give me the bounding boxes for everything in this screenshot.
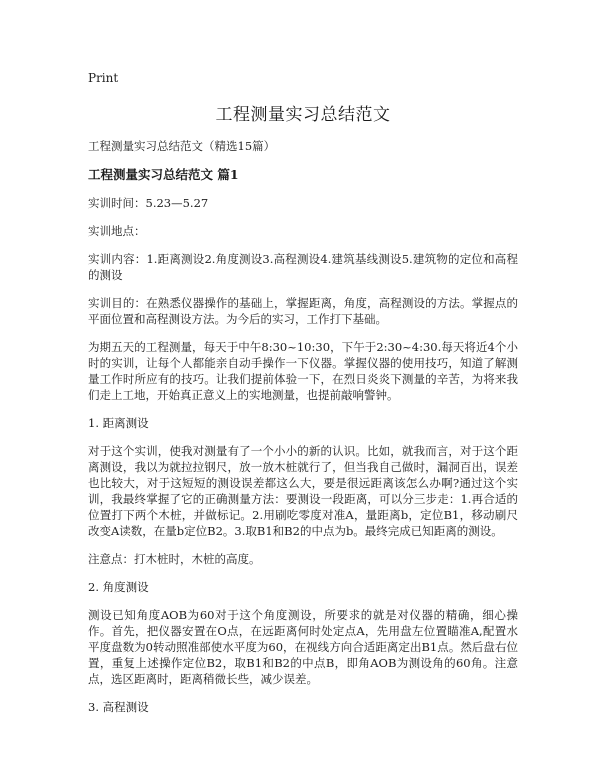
section-body-angle: 测设已知角度AOB为60对于这个角度测设，所要求的就是对仪器的精确，细心操作。首先，把仪器安置在O点，在远距离何时处定点A，先用盘左位置瞄准A,配置水平度盘数为0转动照准部使水平度为60，在视线方向合适距离定出B1点。然后盘右位置，重复上述操作定位B2，取B1和B2的中点B，即角AOB为测设角的60角。注意点，选区距离时，距离稍微长些，减少误差。 (88, 608, 518, 686)
section-body-distance: 对于这个实训，使我对测量有了一个小小的新的认识。比如，就我而言，对于这个距离测设，我以为就拉拉钢尺，放一放木桩就行了，但当我自己做时，漏洞百出，误差也比较大，对于这短短的测设误差都这么大，要是很远距离该怎么办啊?通过这个实训，我最终掌握了它的正确测量方法：要测设一段距离，可以分三步走：1.再合适的位置打下两个木桩，并做标记。2.用刷吃零度对准A，量距离b，定位B1，移动刷尺改变A读数，在量b定位B2。3.取B1和B2的中点为b。最终完成已知距离的测设。 (88, 444, 518, 538)
print-label[interactable]: Print (88, 71, 119, 85)
field-time: 实训时间：5.23—5.27 (88, 196, 209, 210)
intro-paragraph: 为期五天的工程测量，每天于中午8:30~10:30，下午于2:30~4:30.每天将近4个小时的实训，让每个人都能亲自动手操作一下仪器。掌握仪器的使用技巧，知道了解测量工作时所应有的技巧。让我们提前体验一下，在烈日炎炎下测量的辛苦，为将来我们走上工地，开始真正意义上的实地测量，也提前敲响警钟。 (88, 340, 518, 402)
section-heading-elevation: 3. 高程测设 (88, 700, 149, 714)
section-heading-angle: 2. 角度测设 (88, 580, 149, 594)
section-heading-distance: 1. 距离测设 (88, 416, 149, 430)
section-note-distance: 注意点：打木桩时，木桩的高度。 (88, 552, 261, 566)
document-title: 工程测量实习总结范文 (215, 105, 391, 125)
field-location: 实训地点： (88, 224, 146, 238)
field-purpose: 实训目的：在熟悉仪器操作的基础上，掌握距离，角度，高程测设的方法。掌握点的平面位置和高程测设方法。为今后的实习，工作打下基础。 (88, 296, 518, 326)
article-heading: 工程测量实习总结范文 篇1 (88, 167, 239, 182)
field-content: 实训内容：1.距离测设2.角度测设3.高程测设4.建筑基线测设5.建筑物的定位和高程的测设 (88, 252, 518, 282)
document-subtitle: 工程测量实习总结范文（精选15篇） (88, 139, 276, 153)
document-page (88, 70, 518, 727)
